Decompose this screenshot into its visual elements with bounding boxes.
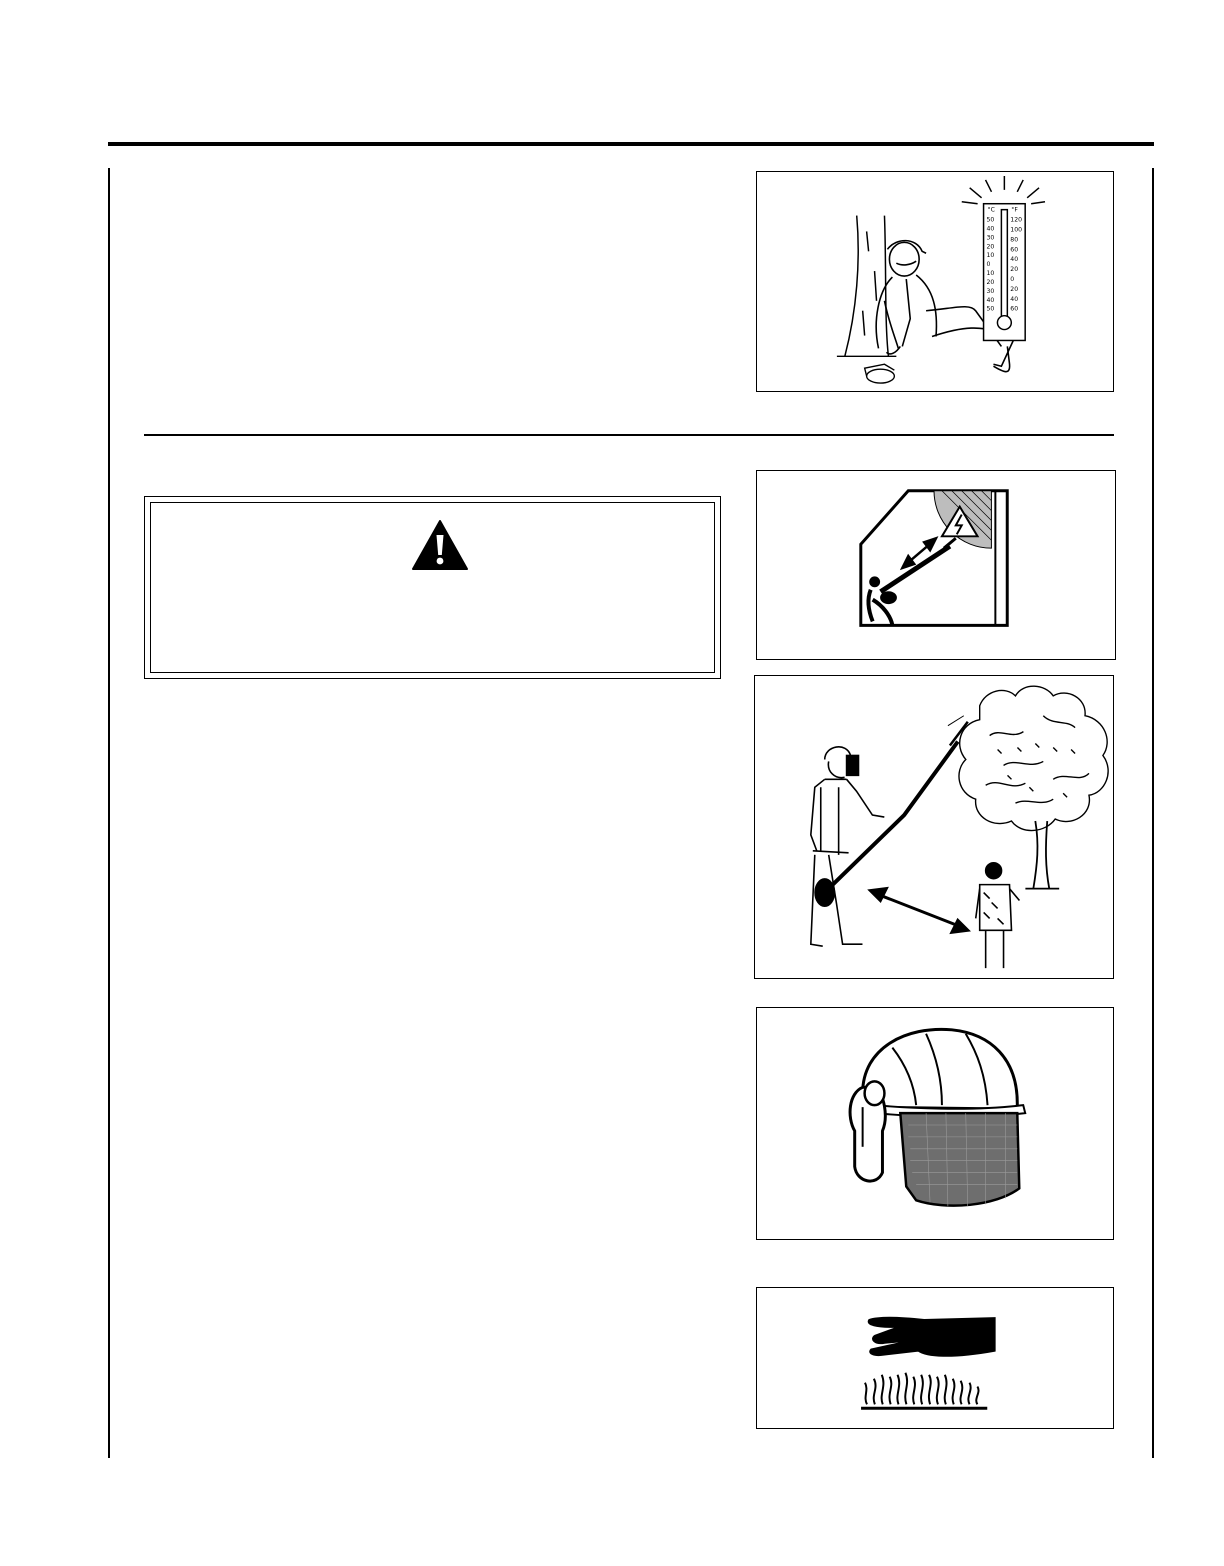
bystander-distance-drawing xyxy=(755,676,1113,978)
svg-text:0: 0 xyxy=(986,261,991,269)
right-margin-rule xyxy=(1152,168,1154,1458)
svg-text:40: 40 xyxy=(986,225,995,233)
svg-text:°C: °C xyxy=(987,206,995,214)
svg-text:50: 50 xyxy=(986,216,995,224)
svg-text:120: 120 xyxy=(1010,216,1023,224)
protective-helmet-illustration xyxy=(756,1007,1114,1240)
tree-trunk xyxy=(837,216,896,357)
svg-text:10: 10 xyxy=(986,270,995,278)
left-margin-rule xyxy=(108,168,110,1458)
svg-text:40: 40 xyxy=(1010,256,1019,264)
top-rule xyxy=(108,142,1154,146)
hot-surface-illustration xyxy=(756,1287,1114,1429)
helmet-icon xyxy=(757,1008,1113,1239)
svg-text:20: 20 xyxy=(986,243,995,251)
bystander-figure xyxy=(976,863,1020,968)
warning-box xyxy=(144,496,721,679)
hand-heat-icon xyxy=(757,1288,1113,1428)
svg-text:20: 20 xyxy=(1010,285,1019,293)
svg-text:30: 30 xyxy=(986,287,995,295)
svg-text:0: 0 xyxy=(1010,276,1015,284)
heat-exhaustion-illustration xyxy=(756,171,1114,392)
svg-text:°F: °F xyxy=(1011,206,1018,214)
svg-text:80: 80 xyxy=(1010,236,1019,244)
tree-canopy xyxy=(959,686,1108,830)
electrical-hazard-illustration xyxy=(756,470,1116,660)
svg-text:60: 60 xyxy=(1010,305,1019,313)
svg-text:40: 40 xyxy=(986,296,995,304)
svg-text:10: 10 xyxy=(986,252,995,260)
pole-saw xyxy=(815,716,968,907)
water-bottle xyxy=(865,364,895,383)
heat-exhaustion-drawing xyxy=(757,172,1113,391)
svg-text:100: 100 xyxy=(1010,226,1023,234)
section-divider xyxy=(144,434,1114,436)
bystander-distance-illustration xyxy=(754,675,1114,979)
warning-triangle-icon xyxy=(411,519,469,571)
thermometer-icon xyxy=(962,176,1045,340)
svg-text:50: 50 xyxy=(986,305,995,313)
double-arrow-icon xyxy=(870,889,967,933)
svg-text:20: 20 xyxy=(1010,266,1019,274)
heat-waves xyxy=(865,1373,979,1405)
svg-text:40: 40 xyxy=(1010,295,1019,303)
electrical-hazard-drawing xyxy=(757,471,1115,659)
svg-text:60: 60 xyxy=(1010,246,1019,254)
svg-text:30: 30 xyxy=(986,234,995,242)
svg-text:20: 20 xyxy=(986,278,995,286)
